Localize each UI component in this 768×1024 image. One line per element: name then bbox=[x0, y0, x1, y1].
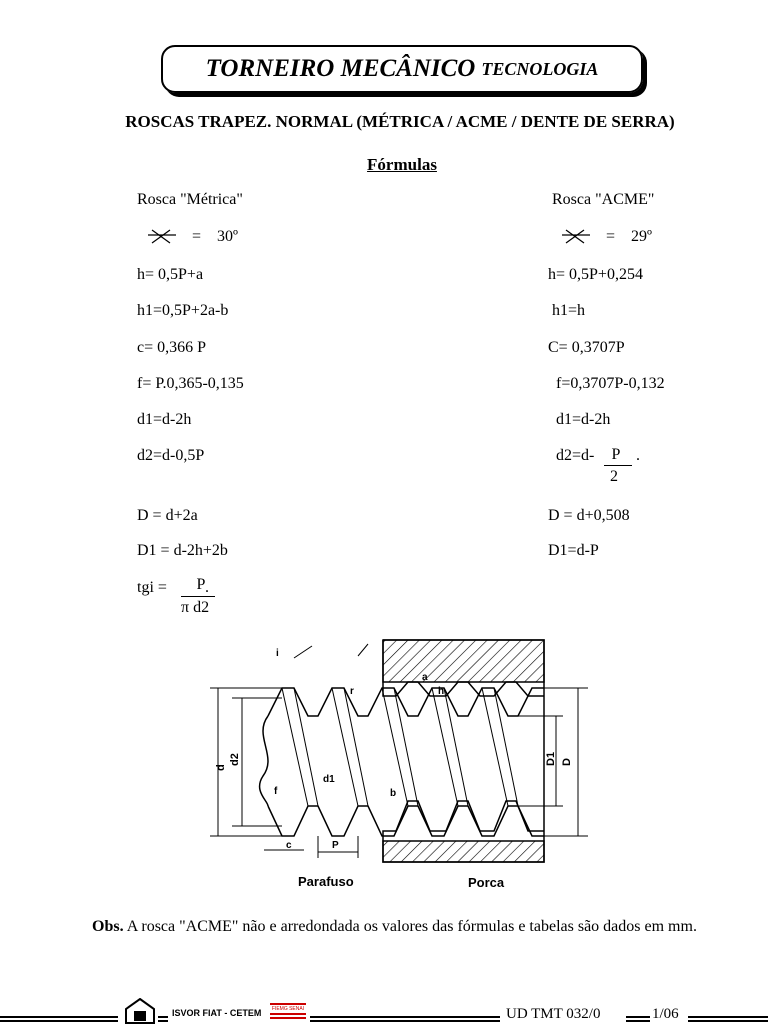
acme-formula-D: D = d+0,508 bbox=[548, 507, 630, 524]
metric-formula-tgi-dot: . bbox=[205, 579, 209, 596]
acme-formula-f: f=0,3707P-0,132 bbox=[556, 375, 665, 392]
acme-formula-d1: d1=d-2h bbox=[556, 411, 611, 428]
observation-text: A rosca "ACME" não e arredondada os valores das fórmulas e tabelas são dados em mm. bbox=[126, 918, 697, 935]
footer-org: ISVOR FIAT - CETEM bbox=[172, 1008, 262, 1018]
document-subtitle-tag: TECNOLOGIA bbox=[481, 58, 599, 79]
acme-formula-h1: h1=h bbox=[552, 302, 586, 319]
label-D1: D1 bbox=[545, 751, 557, 766]
acme-angle-row bbox=[560, 228, 652, 246]
fiat-logo-icon bbox=[125, 998, 155, 1024]
label-d2: d2 bbox=[229, 753, 241, 766]
document-title: TORNEIRO MECÂNICO bbox=[205, 55, 476, 82]
metric-angle-row bbox=[146, 228, 238, 246]
metric-formula-tgi-label: tgi = bbox=[137, 579, 167, 596]
thread-angle-icon bbox=[560, 229, 592, 245]
label-D: D bbox=[561, 758, 573, 766]
page-heading: ROSCAS TRAPEZ. NORMAL (MÉTRICA / ACME / DENTE DE SERRA) bbox=[125, 112, 675, 131]
label-c: c bbox=[286, 840, 292, 851]
nut-label: Porca bbox=[468, 875, 505, 890]
section-title: Fórmulas bbox=[367, 155, 437, 174]
label-i: i bbox=[276, 648, 279, 659]
acme-formula-D1: D1=d-P bbox=[548, 542, 599, 559]
metric-formula-tgi-denominator: π d2 bbox=[181, 599, 210, 616]
fiemg-senai-logo bbox=[270, 1001, 306, 1023]
footer-doc-code: UD TMT 032/0 bbox=[506, 1006, 601, 1022]
metric-formula-d2: d2=d-0,5P bbox=[137, 447, 205, 464]
page-footer bbox=[0, 1000, 768, 1024]
footer-rule-left bbox=[0, 1016, 118, 1022]
metric-formula-c: c= 0,366 P bbox=[137, 339, 207, 356]
label-h: h bbox=[438, 686, 445, 697]
screw-break-line bbox=[260, 716, 268, 806]
metric-formula-d1: d1=d-2h bbox=[137, 411, 192, 428]
screw-top-profile bbox=[268, 688, 544, 716]
acme-formula-c: C= 0,3707P bbox=[548, 339, 625, 356]
observation-note bbox=[92, 916, 732, 937]
acme-angle-value: = 29º bbox=[606, 228, 652, 245]
footer-rule-sep bbox=[626, 1016, 650, 1022]
screw-label: Parafuso bbox=[298, 874, 354, 889]
acme-formula-d2-dot: . bbox=[636, 447, 640, 464]
metric-formula-D1: D1 = d-2h+2b bbox=[137, 542, 228, 559]
label-d1: d1 bbox=[323, 774, 335, 785]
thread-diagram-svg bbox=[208, 636, 596, 894]
footer-rule-center bbox=[310, 1016, 500, 1022]
footer-page-number: 1/06 bbox=[652, 1006, 679, 1022]
document-title-box bbox=[161, 45, 643, 93]
label-d: d bbox=[215, 764, 227, 771]
acme-heading: Rosca "ACME" bbox=[552, 191, 655, 208]
acme-formula-d2-label: d2=d- bbox=[556, 447, 595, 464]
thread-angle-icon bbox=[146, 229, 178, 245]
metric-formula-D: D = d+2a bbox=[137, 507, 198, 524]
observation-label: Obs. bbox=[92, 918, 124, 935]
acme-formula-d2-numerator: P bbox=[611, 446, 621, 463]
label-b: b bbox=[390, 788, 397, 799]
metric-tgi-fraction-bar bbox=[181, 596, 215, 597]
label-f: f bbox=[274, 786, 278, 797]
footer-rule-right bbox=[688, 1016, 768, 1022]
acme-formula-h: h= 0,5P+0,254 bbox=[548, 266, 643, 283]
acme-d2-fraction-bar bbox=[604, 465, 632, 466]
label-P: P bbox=[332, 840, 339, 851]
metric-heading: Rosca "Métrica" bbox=[137, 191, 243, 208]
fiemg-senai-logo-text: FIEMG SENAI bbox=[271, 1006, 305, 1012]
label-a: a bbox=[422, 672, 428, 683]
acme-formula-d2-denominator: 2 bbox=[610, 468, 618, 485]
metric-formula-tgi-numerator: P bbox=[196, 576, 206, 593]
footer-rule-mid bbox=[158, 1016, 168, 1022]
metric-formula-h1: h1=0,5P+2a-b bbox=[137, 302, 229, 319]
metric-formula-h: h= 0,5P+a bbox=[137, 266, 204, 283]
label-r: r bbox=[350, 686, 354, 697]
metric-angle-value: = 30º bbox=[192, 228, 238, 245]
metric-formula-f: f= P.0,365-0,135 bbox=[137, 375, 244, 392]
thread-diagram bbox=[208, 636, 596, 894]
